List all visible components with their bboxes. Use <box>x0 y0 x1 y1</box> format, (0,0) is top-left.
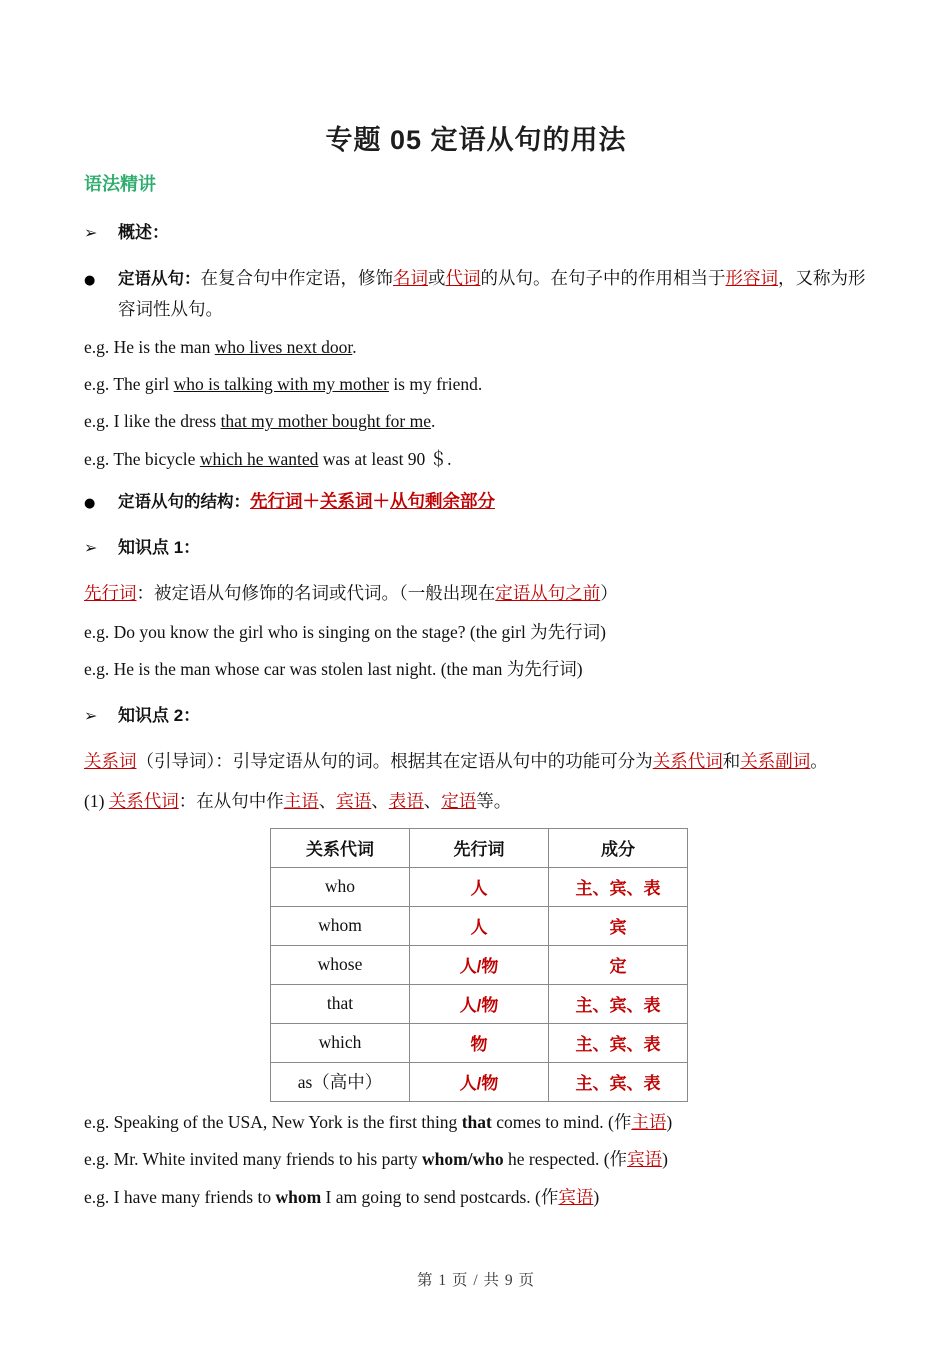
definition-term: 定语从句： <box>118 270 201 288</box>
structure-remainder: 从句剩余部分 <box>390 491 495 511</box>
sub-item-number: (1) <box>84 790 105 811</box>
example-sentence <box>84 335 874 360</box>
example-sentence <box>84 1147 874 1172</box>
role-sep: 、 <box>423 790 442 811</box>
definition-text <box>118 263 874 325</box>
definition-highlight-pronoun: 代词 <box>445 268 481 288</box>
sub-item-body-a: ：在从句中作 <box>178 790 284 811</box>
sub-item-relative-pronoun <box>84 788 874 815</box>
role-object: 宾语 <box>336 790 372 811</box>
round-bullet-icon: ● <box>84 273 96 288</box>
role-sep: 、 <box>318 790 337 811</box>
example-relative-word: that <box>461 1111 492 1132</box>
structure-relative-word: 关系词 <box>320 491 373 511</box>
cell-antecedent: 人 <box>410 906 549 945</box>
structure-antecedent: 先行词 <box>250 491 303 511</box>
example-sentence: e.g. He is the man whose car was stolen last night. (the man 为先行词) <box>84 659 583 680</box>
document-body <box>84 170 874 1222</box>
page-title: 专题 05 定语从句的用法 <box>325 125 627 155</box>
example-mid: I am going to send postcards. (作 <box>321 1186 559 1207</box>
structure-plus-2: ＋ <box>372 491 390 511</box>
point-2-mid: 和 <box>722 750 741 771</box>
cell-pronoun: whom <box>271 906 410 945</box>
structure-text <box>118 486 874 517</box>
heading-overview <box>84 218 874 243</box>
example-role-note: 宾语 <box>558 1186 594 1207</box>
point-1-definition <box>84 578 874 608</box>
example-prefix: e.g. He is the man <box>84 336 215 357</box>
example-mid: he respected. (作 <box>503 1149 628 1170</box>
point-1-body-b: ） <box>600 582 618 603</box>
section-heading-grammar: 语法精讲 <box>84 174 156 194</box>
example-suffix: was at least 90 ＄. <box>318 448 452 469</box>
table-row <box>271 1023 688 1062</box>
definition-mid1: 或 <box>428 268 446 288</box>
example-sentence <box>84 447 874 472</box>
table-row <box>271 1062 688 1101</box>
example-sentence <box>84 372 874 397</box>
example-mid: comes to mind. (作 <box>491 1111 632 1132</box>
example-prefix: e.g. I have many friends to <box>84 1186 276 1207</box>
point-1-body-a: ：被定语从句修饰的名词或代词。（一般出现在 <box>136 582 496 603</box>
cell-pronoun: as（高中） <box>271 1062 410 1101</box>
example-clause: that my mother bought for me <box>220 411 432 432</box>
table-row <box>271 945 688 984</box>
table-row <box>271 867 688 906</box>
table-row <box>271 984 688 1023</box>
heading-point-2 <box>84 701 874 726</box>
structure-label: 定语从句的结构： <box>118 493 250 511</box>
example-prefix: e.g. I like the dress <box>84 411 221 432</box>
cell-function: 主、宾、表 <box>549 867 688 906</box>
sub-item-body-b: 等。 <box>476 790 512 811</box>
cell-antecedent: 物 <box>410 1023 549 1062</box>
sub-item-term: 关系代词 <box>108 790 179 811</box>
example-sentence <box>84 409 874 434</box>
role-attributive: 定语 <box>441 790 477 811</box>
example-sentence <box>84 1110 874 1135</box>
point-1-highlight: 定语从句之前 <box>495 582 601 603</box>
arrow-bullet-icon: ➢ <box>84 537 98 557</box>
point-2-highlight-pronoun: 关系代词 <box>652 750 723 771</box>
cell-function: 定 <box>549 945 688 984</box>
point-2-definition <box>84 746 874 776</box>
cell-function: 主、宾、表 <box>549 1062 688 1101</box>
heading-point-1-label: 知识点 1： <box>118 537 201 557</box>
heading-point-1 <box>84 533 874 558</box>
heading-overview-label: 概述： <box>118 223 169 242</box>
example-suffix: ) <box>666 1111 673 1132</box>
cell-antecedent: 人 <box>410 867 549 906</box>
page-footer: 第 1 页 / 共 9 页 <box>416 1272 536 1289</box>
table-header-pronoun: 关系代词 <box>271 828 410 867</box>
example-sentence: e.g. Do you know the girl who is singing on the stage? (the girl 为先行词) <box>84 621 607 642</box>
arrow-bullet-icon: ➢ <box>84 223 98 242</box>
example-clause: who is talking with my mother <box>173 373 389 394</box>
example-role-note: 主语 <box>631 1111 667 1132</box>
table-row <box>271 906 688 945</box>
definition-highlight-noun: 名词 <box>393 268 428 288</box>
table-header-row <box>271 828 688 867</box>
cell-pronoun: whose <box>271 945 410 984</box>
example-prefix: e.g. Mr. White invited many friends to his party <box>84 1149 422 1170</box>
point-2-term: 关系词 <box>84 750 137 771</box>
definition-block <box>84 263 874 325</box>
cell-antecedent: 人/物 <box>410 945 549 984</box>
structure-plus-1: ＋ <box>302 491 320 511</box>
cell-function: 宾 <box>549 906 688 945</box>
structure-block <box>84 486 874 517</box>
point-2-highlight-adverb: 关系副词 <box>740 750 811 771</box>
definition-part1: 在复合句中作定语，修饰 <box>200 268 393 288</box>
cell-pronoun: that <box>271 984 410 1023</box>
example-prefix: e.g. The girl <box>84 373 174 394</box>
role-sep: 、 <box>371 790 389 811</box>
point-2-body-a: （引导词）：引导定语从句的词。根据其在定语从句中的功能可分为 <box>136 750 653 771</box>
table-header-antecedent: 先行词 <box>410 828 549 867</box>
example-prefix: e.g. Speaking of the USA, New York is the first thing <box>84 1111 462 1132</box>
arrow-bullet-icon: ➢ <box>84 705 98 725</box>
role-predicative: 表语 <box>388 790 424 811</box>
definition-part2: 的从句。在句子中的作用相当于 <box>480 268 726 288</box>
cell-antecedent: 人/物 <box>410 1062 549 1101</box>
example-suffix: is my friend. <box>388 373 483 394</box>
table-header-function: 成分 <box>549 828 688 867</box>
example-suffix: ) <box>593 1186 600 1207</box>
example-clause: which he wanted <box>199 448 319 469</box>
cell-antecedent: 人/物 <box>410 984 549 1023</box>
relative-pronoun-table <box>270 828 688 1102</box>
example-sentence <box>84 1185 874 1210</box>
cell-pronoun: who <box>271 867 410 906</box>
example-suffix: . <box>431 411 436 432</box>
point-2-body-b: 。 <box>810 750 828 771</box>
definition-part3: ，又称为形容词性从句。 <box>118 268 866 319</box>
round-bullet-icon: ● <box>84 496 96 511</box>
example-clause: who lives next door <box>214 336 353 357</box>
role-subject: 主语 <box>283 790 319 811</box>
cell-pronoun: which <box>271 1023 410 1062</box>
example-relative-word: whom <box>275 1186 322 1207</box>
example-suffix: . <box>352 336 357 357</box>
cell-function: 主、宾、表 <box>549 1023 688 1062</box>
point-1-term: 先行词 <box>84 582 137 603</box>
example-prefix: e.g. The bicycle <box>84 448 200 469</box>
heading-point-2-label: 知识点 2： <box>118 705 201 725</box>
example-relative-word: whom/who <box>421 1149 504 1170</box>
example-role-note: 宾语 <box>627 1149 663 1170</box>
cell-function: 主、宾、表 <box>549 984 688 1023</box>
definition-highlight-adjective: 形容词 <box>725 268 778 288</box>
example-suffix: ) <box>662 1149 668 1170</box>
